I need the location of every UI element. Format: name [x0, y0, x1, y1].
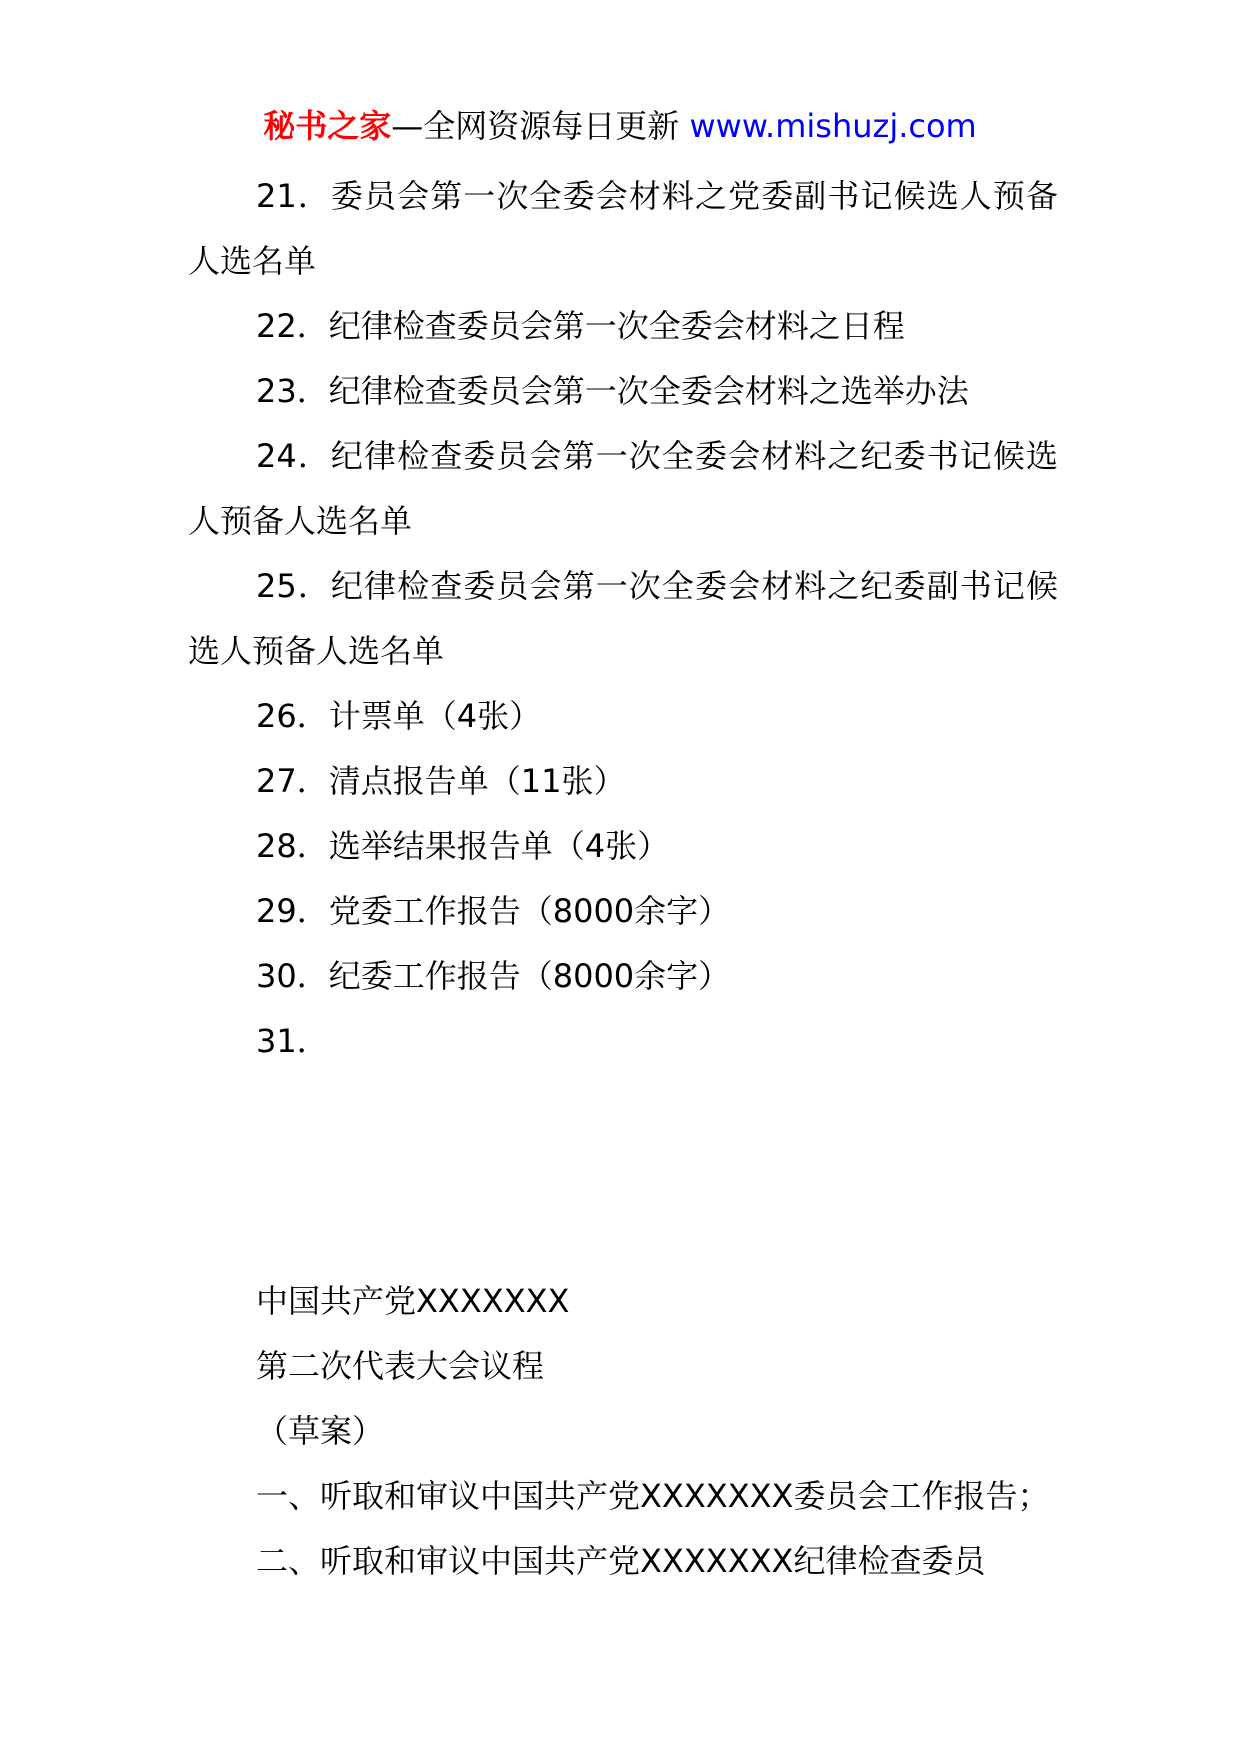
- list-item-28: 28．选举结果报告单（4张）: [256, 827, 670, 865]
- list-item-26: 26．计票单（4张）: [256, 697, 542, 735]
- agenda-title: 第二次代表大会议程: [256, 1347, 545, 1385]
- agenda-draft-label: （草案）: [256, 1412, 385, 1450]
- site-url-link[interactable]: www.mishuzj.com: [689, 107, 977, 145]
- agenda-item-2: 二、听取和审议中国共产党XXXXXXX纪律检查委员: [256, 1542, 986, 1580]
- list-item-23: 23．纪律检查委员会第一次全委会材料之选举办法: [256, 372, 969, 410]
- list-item-22: 22．纪律检查委员会第一次全委会材料之日程: [256, 307, 905, 345]
- header-tagline: —全网资源每日更新: [391, 107, 690, 145]
- list-item-25: 25．纪律检查委员会第一次全委会材料之纪委副书记候选人预备人选名单: [188, 567, 1058, 670]
- list-item-27: 27．清点报告单（11张）: [256, 762, 626, 800]
- list-item-21: 21．委员会第一次全委会材料之党委副书记候选人预备人选名单: [188, 177, 1058, 280]
- agenda-item-1: 一、听取和审议中国共产党XXXXXXX委员会工作报告；: [256, 1477, 1050, 1515]
- list-item-30: 30．纪委工作报告（8000余字）: [256, 957, 731, 995]
- page-header: [0, 104, 1240, 148]
- document-body: [188, 164, 1058, 1594]
- brand-name: 秘书之家: [263, 107, 392, 145]
- section-gap: [188, 1074, 1058, 1269]
- agenda-org: 中国共产党XXXXXXX: [256, 1282, 570, 1320]
- list-item-31: 31．: [256, 1022, 329, 1060]
- list-item-24: 24．纪律检查委员会第一次全委会材料之纪委书记候选人预备人选名单: [188, 437, 1058, 540]
- list-item-29: 29．党委工作报告（8000余字）: [256, 892, 731, 930]
